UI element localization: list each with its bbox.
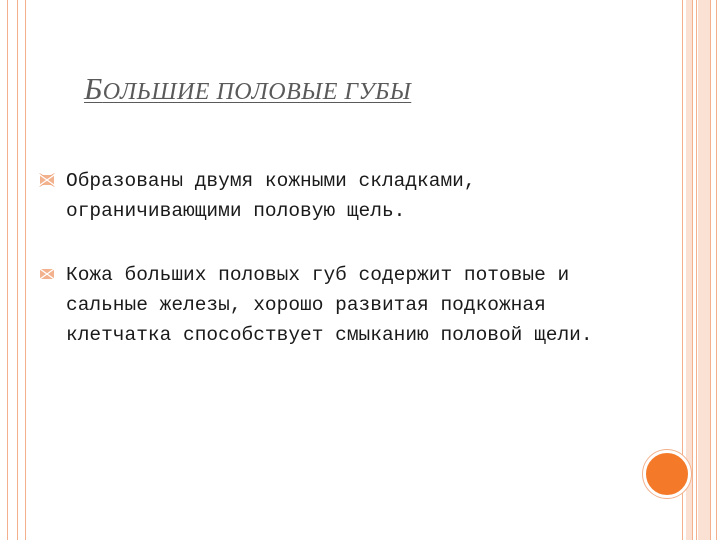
title-rest: ОЛЬШИЕ ПОЛОВЫЕ ГУБЫ [102,79,412,105]
orange-circle-decoration [643,450,691,498]
left-frame-decoration [0,0,26,540]
four-leaf-bullet-icon [38,172,56,188]
list-item [38,166,638,226]
list-item [38,260,638,350]
slide-title [84,72,644,109]
bullet-list [38,166,638,384]
bullet-text: Кожа больших половых губ содержит потовые и сальные железы, хорошо развитая подкожная клетчатка способствует смыканию половой щели. [66,264,593,346]
bullet-text: Образованы двумя кожными складками, ограничивающими половую щель. [66,170,476,222]
title-first-letter: Б [84,71,103,106]
four-leaf-bullet-icon [38,266,56,282]
right-frame-decoration [682,0,720,540]
